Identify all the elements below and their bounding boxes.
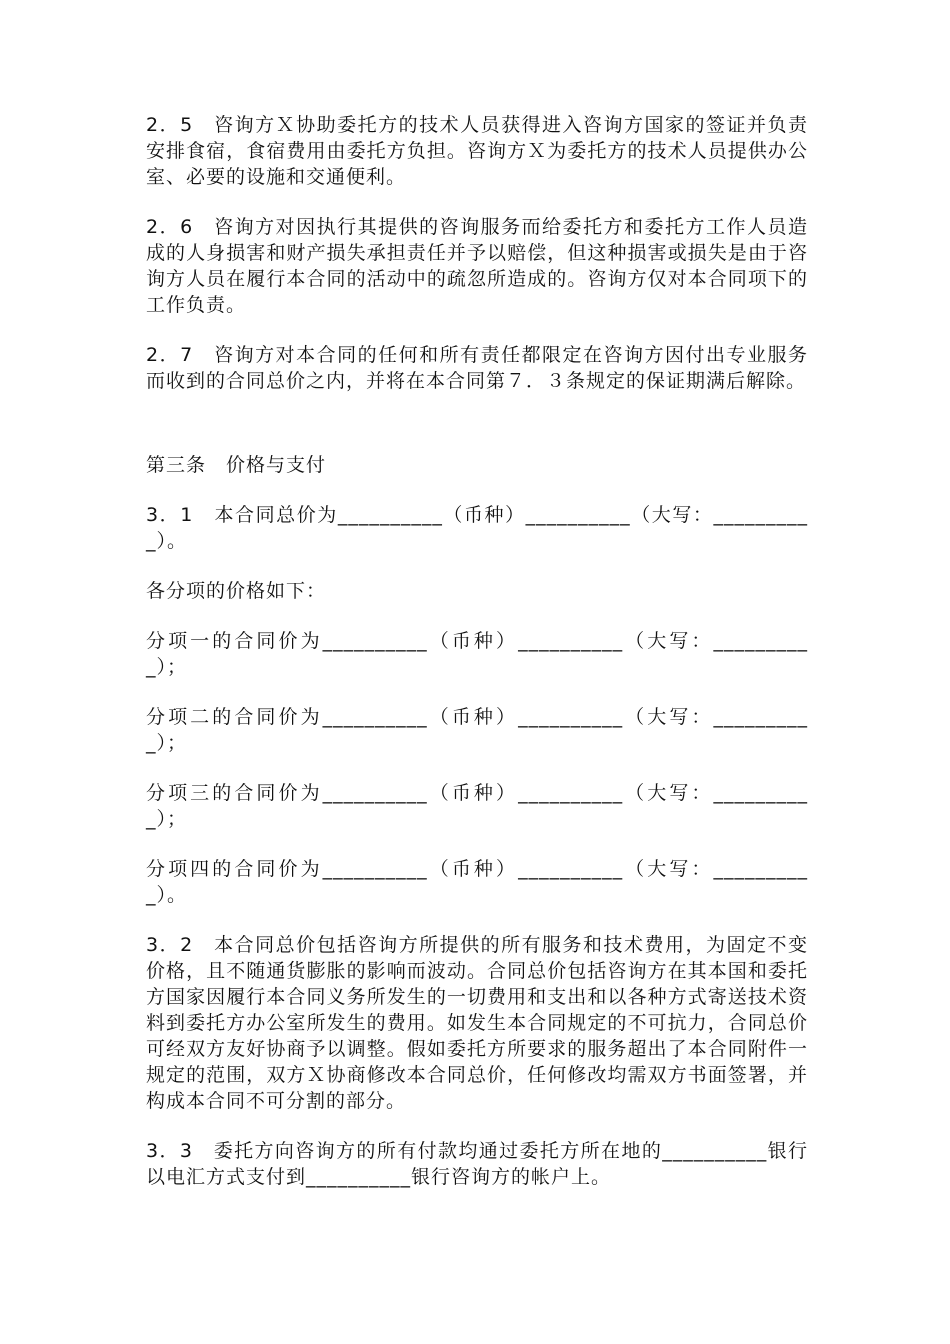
sub-item-2-price: 分项二的合同价为__________（币种）__________（大写：__________）；: [146, 706, 808, 754]
clause-2-5: 2．5 咨询方Ｘ协助委托方的技术人员获得进入咨询方国家的签证并负责安排食宿，食宿费用由委托方负担。咨询方Ｘ为委托方的技术人员提供办公室、必要的设施和交通便利。: [146, 114, 808, 188]
document-body: [146, 112, 808, 1214]
clause-3-1: 3．1 本合同总价为__________（币种）__________（大写：__________）。: [146, 504, 808, 552]
sub-item-3-price: 分项三的合同价为__________（币种）__________（大写：__________）；: [146, 782, 808, 830]
section-heading: 第三条 价格与支付: [146, 454, 327, 476]
sub-item-intro: 各分项的价格如下：: [146, 580, 327, 602]
sub-item-1-price: 分项一的合同价为__________（币种）__________（大写：__________）；: [146, 630, 808, 678]
clause-2-6: 2．6 咨询方对因执行其提供的咨询服务而给委托方和委托方工作人员造成的人身损害和财产损失承担责任并予以赔偿，但这种损害或损失是由于咨询方人员在履行本合同的活动中的疏忽所造成的。咨询方仅对本合同项下的工作负责。: [146, 216, 808, 316]
sub-item-4-price: 分项四的合同价为__________（币种）__________（大写：__________）。: [146, 858, 808, 906]
clause-3-3: 3．3 委托方向咨询方的所有付款均通过委托方所在地的__________银行以电汇方式支付到__________银行咨询方的帐户上。: [146, 1140, 808, 1188]
clause-3-2: 3．2 本合同总价包括咨询方所提供的所有服务和技术费用，为固定不变价格，且不随通货膨胀的影响而波动。合同总价包括咨询方在其本国和委托方国家因履行本合同义务所发生的一切费用和支出和以各种方式寄送技术资料到委托方办公室所发生的费用。如发生本合同规定的不可抗力，合同总价可经双方友好协商予以调整。假如委托方所要求的服务超出了本合同附件一规定的范围，双方Ｘ协商修改本合同总价，任何修改均需双方书面签署，并构成本合同不可分割的部分。: [146, 934, 808, 1112]
clause-2-7: 2．7 咨询方对本合同的任何和所有责任都限定在咨询方因付出专业服务而收到的合同总价之内，并将在本合同第７．３条规定的保证期满后解除。: [146, 344, 808, 392]
